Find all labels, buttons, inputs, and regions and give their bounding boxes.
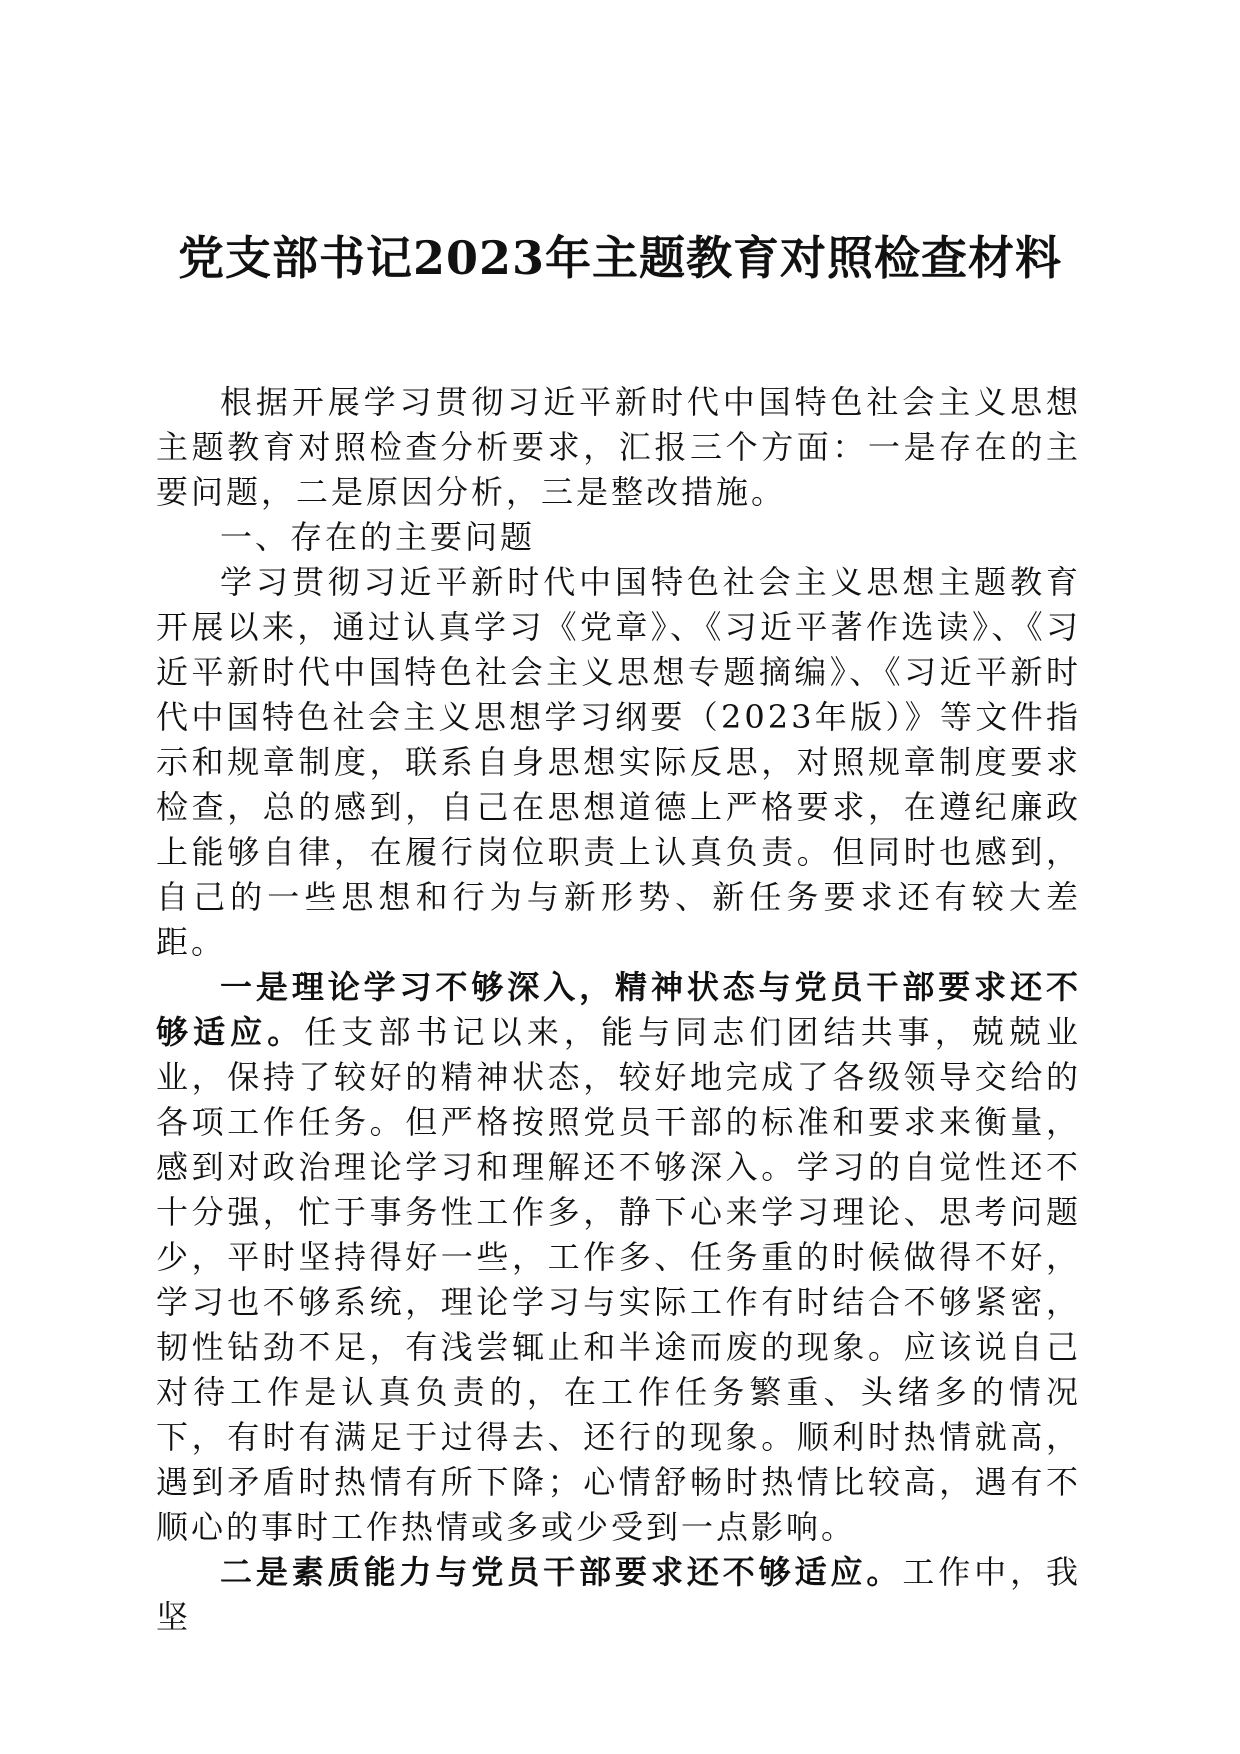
document-body <box>156 380 1081 1640</box>
point-1-lead: 一是理论学习不够深入，精神状态与党员干部要求还不够适应。 <box>156 968 1081 1051</box>
document-title: 党支部书记2023年主题教育对照检查材料 <box>177 231 1063 285</box>
point-2-lead: 二是素质能力与党员干部要求还不够适应。 <box>220 1553 903 1591</box>
section-heading-problems: 一、存在的主要问题 <box>220 518 536 556</box>
point-paragraph-2 <box>156 1550 1081 1640</box>
point-paragraph-1 <box>156 965 1081 1550</box>
point-1-body: 任支部书记以来，能与同志们团结共事，兢兢业业，保持了较好的精神状态，较好地完成了各级领导交给的各项工作任务。但严格按照党员干部的标准和要求来衡量，感到对政治理论学习和理解还不够深入。学习的自觉性还不十分强，忙于事务性工作多，静下心来学习理论、思考问题少，平时坚持得好一些，工作多、任务重的时候做得不好，学习也不够系统，理论学习与实际工作有时结合不够紧密，韧性钻劲不足，有浅尝辄止和半途而废的现象。应该说自己对待工作是认真负责的，在工作任务繁重、头绪多的情况下，有时有满足于过得去、还行的现象。顺利时热情就高，遇到矛盾时热情有所下降；心情舒畅时热情比较高，遇有不顺心的事时工作热情或多或少受到一点影响。 <box>156 1013 1081 1546</box>
section-paragraph-overview: 学习贯彻习近平新时代中国特色社会主义思想主题教育开展以来，通过认真学习《党章》、《习近平著作选读》、《习近平新时代中国特色社会主义思想专题摘编》、《习近平新时代中国特色社会主义思想学习纲要（2023年版）》等文件指示和规章制度，联系自身思想实际反思，对照规章制度要求检查，总的感到，自己在思想道德上严格要求，在遵纪廉政上能够自律，在履行岗位职责上认真负责。但同时也感到，自己的一些思想和行为与新形势、新任务要求还有较大差距。 <box>156 563 1081 961</box>
point-2-body: 工作中，我坚 <box>156 1553 1081 1636</box>
intro-paragraph: 根据开展学习贯彻习近平新时代中国特色社会主义思想主题教育对照检查分析要求，汇报三个方面：一是存在的主要问题，二是原因分析，三是整改措施。 <box>156 383 1081 511</box>
